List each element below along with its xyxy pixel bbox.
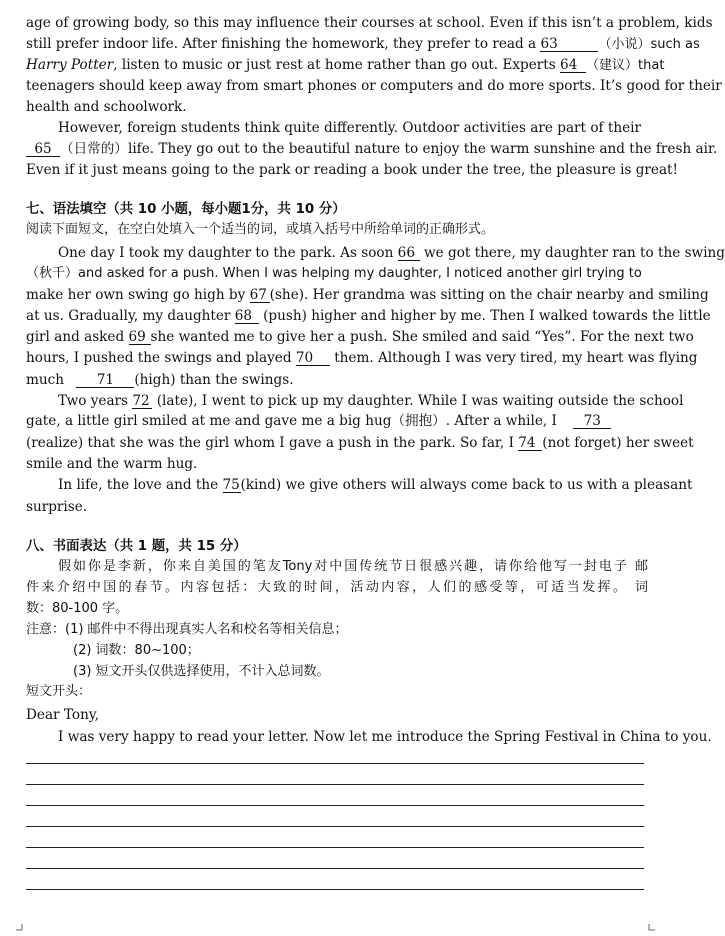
- blank-66[interactable]: [398, 246, 420, 261]
- text: Dear Tony,: [26, 707, 100, 723]
- s7-line-10: [26, 435, 694, 451]
- blank-65[interactable]: [26, 142, 60, 157]
- text: One day I took my daughter to the park. As soon: [58, 245, 394, 261]
- blank-number: 67: [249, 287, 267, 303]
- passage-line-3: [26, 57, 665, 74]
- blank-number: 64: [560, 57, 578, 73]
- opening-label: [26, 684, 648, 700]
- blank-69[interactable]: [129, 330, 151, 345]
- text: girl and asked: [26, 329, 125, 345]
- text: （小说）such as: [598, 37, 700, 52]
- blank-68[interactable]: [235, 309, 259, 324]
- text: 注意：(1) 邮件中不得出现真实人名和校名等相关信息；: [26, 622, 348, 637]
- blank-number: 65: [34, 141, 52, 157]
- blank-number: 73: [583, 413, 601, 429]
- text: 短文开头：: [26, 684, 92, 699]
- writing-line[interactable]: [26, 805, 644, 806]
- s7-line-11: [26, 456, 648, 472]
- blank-number: 74: [518, 435, 536, 451]
- section-8-heading: [26, 539, 648, 555]
- writing-line[interactable]: [26, 784, 644, 785]
- text: make her own swing go high by: [26, 287, 246, 303]
- passage-line-5: [26, 99, 648, 115]
- text: In life, the love and the: [58, 477, 219, 493]
- heading-text: 八、书面表达（共 1 题，共 15 分）: [26, 539, 247, 554]
- s8-note-1: [26, 622, 648, 638]
- text: 假如你是李新，你来自美国的笔友Tony对中国传统节日很感兴趣，请你给他写一封电子 邮: [58, 559, 648, 574]
- text: Even if it just means going to the park or reading a book under the tree, the pleasure is great!: [26, 162, 678, 178]
- text: (high) than the swings.: [134, 372, 294, 388]
- blank-63[interactable]: [540, 37, 598, 52]
- blank-75[interactable]: [223, 478, 241, 493]
- letter-greeting: [26, 707, 648, 723]
- text: gate, a little girl smiled at me and gave me a big hug（拥抱）. After a while, I: [26, 413, 557, 429]
- text: hours, I pushed the swings and played: [26, 350, 292, 366]
- book-title: Harry Potter: [26, 57, 114, 73]
- s8-task-line-3: [26, 601, 648, 617]
- text: (late), I went to pick up my daughter. While I was waiting outside the school: [156, 393, 684, 409]
- text: 件来介绍中国的春节。内容包括：大致的时间，活动内容，人们的感受等，可适当发挥。 词: [26, 580, 648, 595]
- section-7-instruction: [26, 222, 648, 238]
- text: （秋千）and asked for a push. When I was helping my daughter, I noticed another girl trying to: [26, 266, 642, 281]
- blank-number: 71: [96, 372, 114, 388]
- text: (realize) that she was the girl whom I gave a push in the park. So far, I: [26, 435, 514, 451]
- text: However, foreign students think quite differently. Outdoor activities are part of their: [58, 120, 641, 136]
- blank-72[interactable]: [132, 394, 152, 409]
- passage-line-8: [26, 162, 678, 178]
- writing-line[interactable]: [26, 847, 644, 848]
- blank-number: 72: [132, 393, 150, 409]
- s8-task-line-1: [26, 559, 648, 575]
- writing-line[interactable]: [26, 826, 644, 827]
- s7-line-1: [26, 245, 725, 261]
- passage-line-7: [26, 141, 718, 157]
- s8-note-2: [26, 643, 648, 659]
- text: them. Although I was very tired, my heart was flying: [334, 350, 698, 366]
- writing-line[interactable]: [26, 889, 644, 890]
- section-7-heading: [26, 202, 648, 218]
- blank-71[interactable]: [76, 373, 134, 388]
- text: Two years: [58, 393, 129, 409]
- writing-line[interactable]: [26, 763, 644, 764]
- text: I was very happy to read your letter. Now let me introduce the Spring Festival in China to you.: [58, 729, 712, 745]
- text: （建议）that: [586, 58, 665, 73]
- blank-70[interactable]: [296, 351, 330, 366]
- text: we got there, my daughter ran to the swing: [424, 245, 725, 261]
- crop-mark-bottom-left-icon: [16, 924, 23, 931]
- passage-line-2: [26, 36, 700, 53]
- s7-line-9: [26, 413, 648, 429]
- passage-line-6: [26, 120, 648, 136]
- text: 数：80-100 字。: [26, 601, 129, 616]
- text: health and schoolwork.: [26, 99, 187, 115]
- text: (not forget) her sweet: [542, 435, 694, 451]
- text: (kind) we give others will always come back to us with a pleasant: [240, 477, 693, 493]
- text: （日常的）life. They go out to the beautiful nature to enjoy the warm sunshine and the fresh air.: [60, 141, 718, 157]
- text: (2) 词数：80~100；: [73, 643, 200, 658]
- text: (she). Her grandma was sitting on the chair nearby and smiling: [269, 287, 709, 303]
- letter-first-line: [26, 729, 712, 745]
- s7-line-3: [26, 287, 709, 303]
- s7-line-8: [26, 393, 684, 409]
- blank-number: 70: [295, 350, 314, 366]
- text: much: [26, 372, 65, 388]
- s7-line-7: [26, 372, 648, 388]
- text: age of growing body, so this may influence their courses at school. Even if this isn’t a problem, kids: [26, 15, 713, 31]
- heading-text: 七、语法填空（共 10 小题，每小题1分，共 10 分）: [26, 202, 346, 217]
- passage-line-1: [26, 15, 713, 31]
- s7-line-12: [26, 477, 693, 493]
- blank-67[interactable]: [250, 288, 270, 303]
- text: still prefer indoor life. After finishing the homework, they prefer to read a: [26, 36, 537, 52]
- s7-line-13: [26, 499, 648, 515]
- blank-number: 66: [397, 245, 415, 261]
- text: 阅读下面短文，在空白处填入一个适当的词，或填入括号中所给单词的正确形式。: [26, 222, 495, 237]
- passage-line-4: [26, 78, 722, 94]
- blank-73[interactable]: [573, 414, 611, 429]
- blank-number: 63: [540, 36, 558, 52]
- blank-64[interactable]: [560, 58, 586, 73]
- s7-line-6: [26, 350, 698, 366]
- s7-line-2: [26, 265, 648, 282]
- writing-line[interactable]: [26, 868, 644, 869]
- blank-74[interactable]: [518, 436, 542, 451]
- text: surprise.: [26, 499, 88, 515]
- text: she wanted me to give her a push. She smiled and said “Yes”. For the next two: [150, 329, 694, 345]
- text: (3) 短文开头仅供选择使用，不计入总词数。: [73, 664, 330, 679]
- s7-line-5: [26, 329, 694, 345]
- blank-number: 68: [234, 308, 253, 324]
- text: (push) higher and higher by me. Then I walked towards the little: [263, 308, 711, 324]
- s7-line-4: [26, 308, 711, 324]
- blank-number: 75: [222, 477, 240, 493]
- text: , listen to music or just rest at home rather than go out. Experts: [113, 57, 556, 73]
- text: at us. Gradually, my daughter: [26, 308, 231, 324]
- crop-mark-bottom-right-icon: [648, 924, 655, 931]
- text: teenagers should keep away from smart phones or computers and do more sports. It’s good for their: [26, 78, 722, 94]
- s8-note-3: [26, 664, 648, 680]
- blank-number: 69: [128, 329, 146, 345]
- s8-task-line-2: [26, 580, 648, 596]
- text: smile and the warm hug.: [26, 456, 198, 472]
